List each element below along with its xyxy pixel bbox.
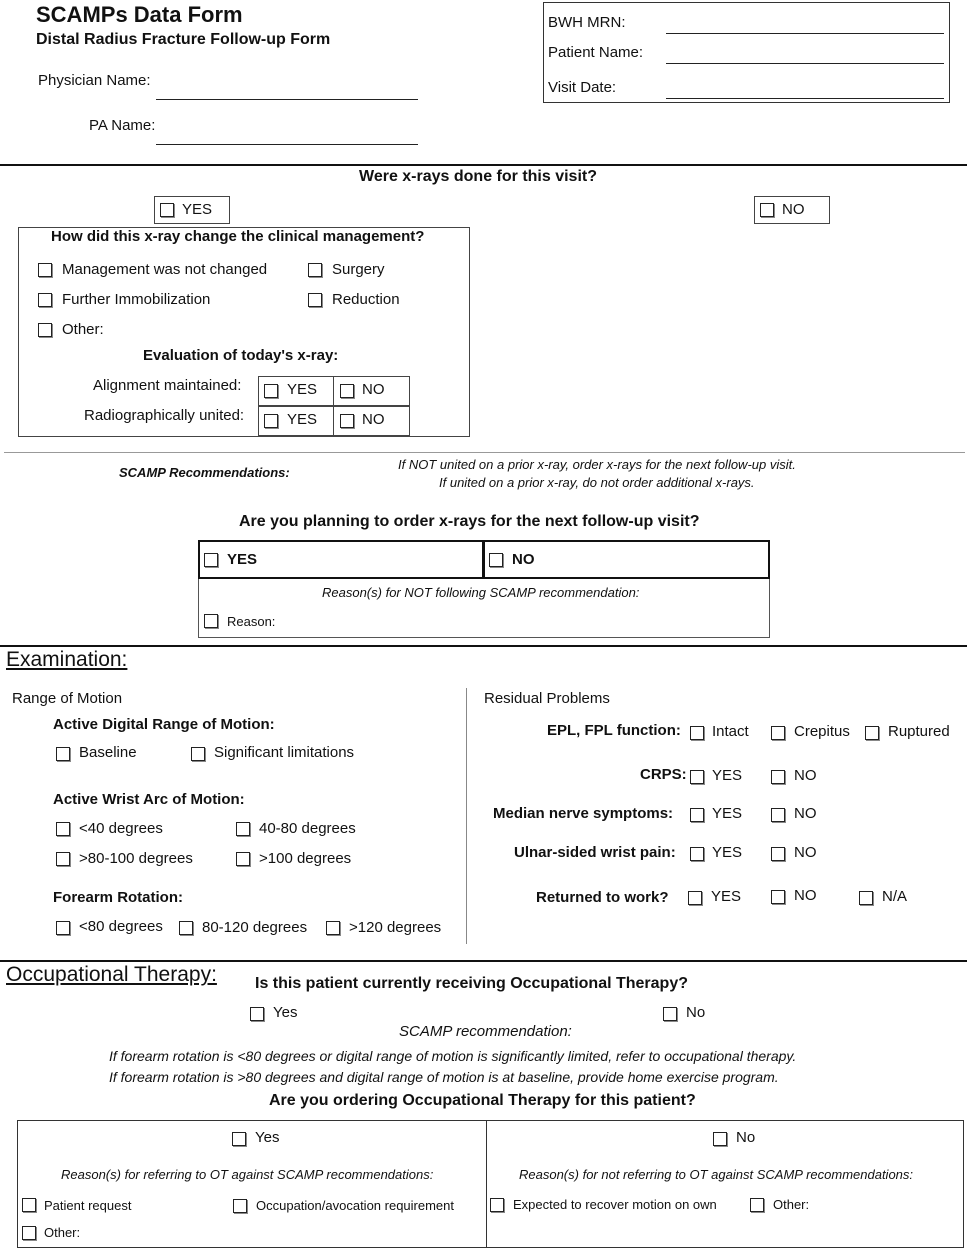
alignment-no-checkbox[interactable] <box>340 384 354 398</box>
gt120-checkbox[interactable] <box>326 921 340 935</box>
sig-limit-checkbox[interactable] <box>191 747 205 761</box>
ot-yes-panel <box>17 1120 487 1248</box>
work-no-checkbox[interactable] <box>771 890 785 904</box>
residual-title: Residual Problems <box>484 690 610 707</box>
work-no-label: NO <box>794 887 817 904</box>
examination-title: Examination: <box>6 648 128 671</box>
ot-no-other-checkbox[interactable] <box>750 1198 764 1212</box>
ot-no-reason-title: Reason(s) for not referring to OT against SCAMP recommendations: <box>519 1167 914 1182</box>
plan-yes-label: YES <box>227 551 258 568</box>
work-na-label: N/A <box>882 888 908 905</box>
plan-no-checkbox[interactable] <box>489 553 503 567</box>
intact-checkbox[interactable] <box>690 726 704 740</box>
united-divider <box>333 406 334 436</box>
alignment-divider <box>333 376 334 406</box>
ot-current-yes-label: Yes <box>273 1004 298 1021</box>
reduction-label: Reduction <box>332 291 400 308</box>
d80-120-label: 80-120 degrees <box>202 919 308 936</box>
united-yes-label: YES <box>287 411 318 428</box>
visit-date-field[interactable] <box>666 98 944 99</box>
crps-yes-label: YES <box>712 767 743 784</box>
median-no-checkbox[interactable] <box>771 808 785 822</box>
ot-rec-line2: If forearm rotation is >80 degrees and digital range of motion is at baseline, provide home exercise program. <box>109 1069 779 1085</box>
rom-title: Range of Motion <box>12 690 123 707</box>
ot-title: Occupational Therapy: <box>6 963 217 986</box>
epl-label: EPL, FPL function: <box>547 722 681 739</box>
alignment-yes-label: YES <box>287 381 318 398</box>
alignment-yes-checkbox[interactable] <box>264 384 278 398</box>
ulnar-yes-label: YES <box>712 844 743 861</box>
crps-no-checkbox[interactable] <box>771 770 785 784</box>
immobilization-label: Further Immobilization <box>62 291 211 308</box>
gt100-label: >100 degrees <box>259 850 352 867</box>
alignment-label: Alignment maintained: <box>93 377 242 394</box>
median-no-label: NO <box>794 805 817 822</box>
sig-limit-label: Significant limitations <box>214 744 355 761</box>
ot-current-no-checkbox[interactable] <box>663 1007 677 1021</box>
ot-order-no-label: No <box>736 1129 756 1146</box>
crps-label: CRPS: <box>640 766 687 783</box>
pa-name-label: PA Name: <box>89 117 156 134</box>
evaluation-title: Evaluation of today's x-ray: <box>143 347 339 364</box>
not-changed-label: Management was not changed <box>62 261 268 278</box>
ot-yes-reason-title: Reason(s) for referring to OT against SCAMP recommendations: <box>61 1167 434 1182</box>
surgery-checkbox[interactable] <box>308 263 322 277</box>
crepitus-checkbox[interactable] <box>771 726 785 740</box>
ulnar-no-label: NO <box>794 844 817 861</box>
physician-name-label: Physician Name: <box>38 72 151 89</box>
scamp-rec-line2: If united on a prior x-ray, do not order additional x-rays. <box>439 475 755 490</box>
mrn-field[interactable] <box>666 33 944 34</box>
united-yes-checkbox[interactable] <box>264 414 278 428</box>
immobilization-checkbox[interactable] <box>38 293 52 307</box>
ulnar-label: Ulnar-sided wrist pain: <box>514 844 676 861</box>
ot-current-yes-checkbox[interactable] <box>250 1007 264 1021</box>
digital-rom-title: Active Digital Range of Motion: <box>53 716 275 733</box>
lt80-label: <80 degrees <box>79 918 163 935</box>
section-divider <box>0 164 967 166</box>
surgery-label: Surgery <box>332 261 385 278</box>
lt80-checkbox[interactable] <box>56 921 70 935</box>
ot-order-question: Are you ordering Occupational Therapy for this patient? <box>269 1092 696 1109</box>
mrn-label: BWH MRN: <box>548 14 626 31</box>
gt80-100-checkbox[interactable] <box>56 852 70 866</box>
alignment-box <box>258 376 410 406</box>
patient-request-label: Patient request <box>44 1198 132 1213</box>
median-yes-label: YES <box>712 805 743 822</box>
ot-order-yes-checkbox[interactable] <box>232 1132 246 1146</box>
occupation-label: Occupation/avocation requirement <box>256 1198 455 1213</box>
united-label: Radiographically united: <box>84 407 245 424</box>
scamp-rec-line1: If NOT united on a prior x-ray, order x-rays for the next follow-up visit. <box>398 457 796 472</box>
ot-current-no-label: No <box>686 1004 706 1021</box>
column-divider <box>466 688 467 944</box>
crps-yes-checkbox[interactable] <box>690 770 704 784</box>
ulnar-no-checkbox[interactable] <box>771 847 785 861</box>
recover-label: Expected to recover motion on own <box>513 1197 717 1212</box>
ot-rec-line1: If forearm rotation is <80 degrees or digital range of motion is significantly limited, refer to occupational therapy. <box>109 1048 797 1064</box>
recover-checkbox[interactable] <box>490 1198 504 1212</box>
plan-reason-label: Reason: <box>227 614 276 629</box>
ot-yes-other-checkbox[interactable] <box>22 1226 36 1240</box>
ruptured-label: Ruptured <box>888 723 950 740</box>
median-label: Median nerve symptoms: <box>493 805 674 822</box>
not-changed-checkbox[interactable] <box>38 263 52 277</box>
patient-request-checkbox[interactable] <box>22 1198 36 1212</box>
pa-name-field[interactable] <box>156 144 418 145</box>
patient-name-field[interactable] <box>666 63 944 64</box>
baseline-label: Baseline <box>79 744 137 761</box>
section-divider <box>0 645 967 647</box>
plan-yes-checkbox[interactable] <box>204 553 218 567</box>
work-na-checkbox[interactable] <box>859 891 873 905</box>
xray-no-label: NO <box>782 201 805 218</box>
ruptured-checkbox[interactable] <box>865 726 879 740</box>
forearm-title: Forearm Rotation: <box>53 889 184 906</box>
work-label: Returned to work? <box>536 889 669 906</box>
mgmt-other-checkbox[interactable] <box>38 323 52 337</box>
physician-name-field[interactable] <box>156 99 418 100</box>
ot-rec-label: SCAMP recommendation: <box>399 1023 572 1040</box>
form-subtitle: Distal Radius Fracture Follow-up Form <box>36 31 331 48</box>
gt120-label: >120 degrees <box>349 919 442 936</box>
xray-question: Were x-rays done for this visit? <box>359 168 597 185</box>
baseline-checkbox[interactable] <box>56 747 70 761</box>
median-yes-checkbox[interactable] <box>690 808 704 822</box>
mgmt-other-label: Other: <box>62 321 104 338</box>
plan-reason-checkbox[interactable] <box>204 614 218 628</box>
patient-name-label: Patient Name: <box>548 44 644 61</box>
united-no-checkbox[interactable] <box>340 414 354 428</box>
intact-label: Intact <box>712 723 749 740</box>
lt40-checkbox[interactable] <box>56 822 70 836</box>
work-yes-label: YES <box>711 888 742 905</box>
plan-reason-title: Reason(s) for NOT following SCAMP recommendation: <box>322 585 640 600</box>
form-title: SCAMPs Data Form <box>36 2 243 27</box>
crps-no-label: NO <box>794 767 817 784</box>
xray-yes-checkbox[interactable] <box>160 203 174 217</box>
thin-divider <box>4 452 965 453</box>
d40-80-label: 40-80 degrees <box>259 820 356 837</box>
plan-question: Are you planning to order x-rays for the next follow-up visit? <box>239 513 700 530</box>
ulnar-yes-checkbox[interactable] <box>690 847 704 861</box>
lt40-label: <40 degrees <box>79 820 163 837</box>
d80-120-checkbox[interactable] <box>179 921 193 935</box>
occupation-checkbox[interactable] <box>233 1199 247 1213</box>
visit-date-label: Visit Date: <box>548 79 617 96</box>
reduction-checkbox[interactable] <box>308 293 322 307</box>
xray-yes-label: YES <box>182 201 213 218</box>
wrist-arc-title: Active Wrist Arc of Motion: <box>53 791 245 808</box>
crepitus-label: Crepitus <box>794 723 850 740</box>
ot-yes-other-label: Other: <box>44 1225 81 1240</box>
gt80-100-label: >80-100 degrees <box>79 850 193 867</box>
ot-no-other-label: Other: <box>773 1197 810 1212</box>
gt100-checkbox[interactable] <box>236 852 250 866</box>
ot-current-question: Is this patient currently receiving Occupational Therapy? <box>255 975 688 992</box>
ot-order-no-checkbox[interactable] <box>713 1132 727 1146</box>
xray-no-checkbox[interactable] <box>760 203 774 217</box>
plan-no-label: NO <box>512 551 535 568</box>
alignment-no-label: NO <box>362 381 385 398</box>
ot-order-yes-label: Yes <box>255 1129 280 1146</box>
d40-80-checkbox[interactable] <box>236 822 250 836</box>
management-question: How did this x-ray change the clinical management? <box>51 228 425 245</box>
work-yes-checkbox[interactable] <box>688 891 702 905</box>
scamp-rec-label: SCAMP Recommendations: <box>119 465 290 480</box>
united-no-label: NO <box>362 411 385 428</box>
united-box <box>258 406 410 436</box>
